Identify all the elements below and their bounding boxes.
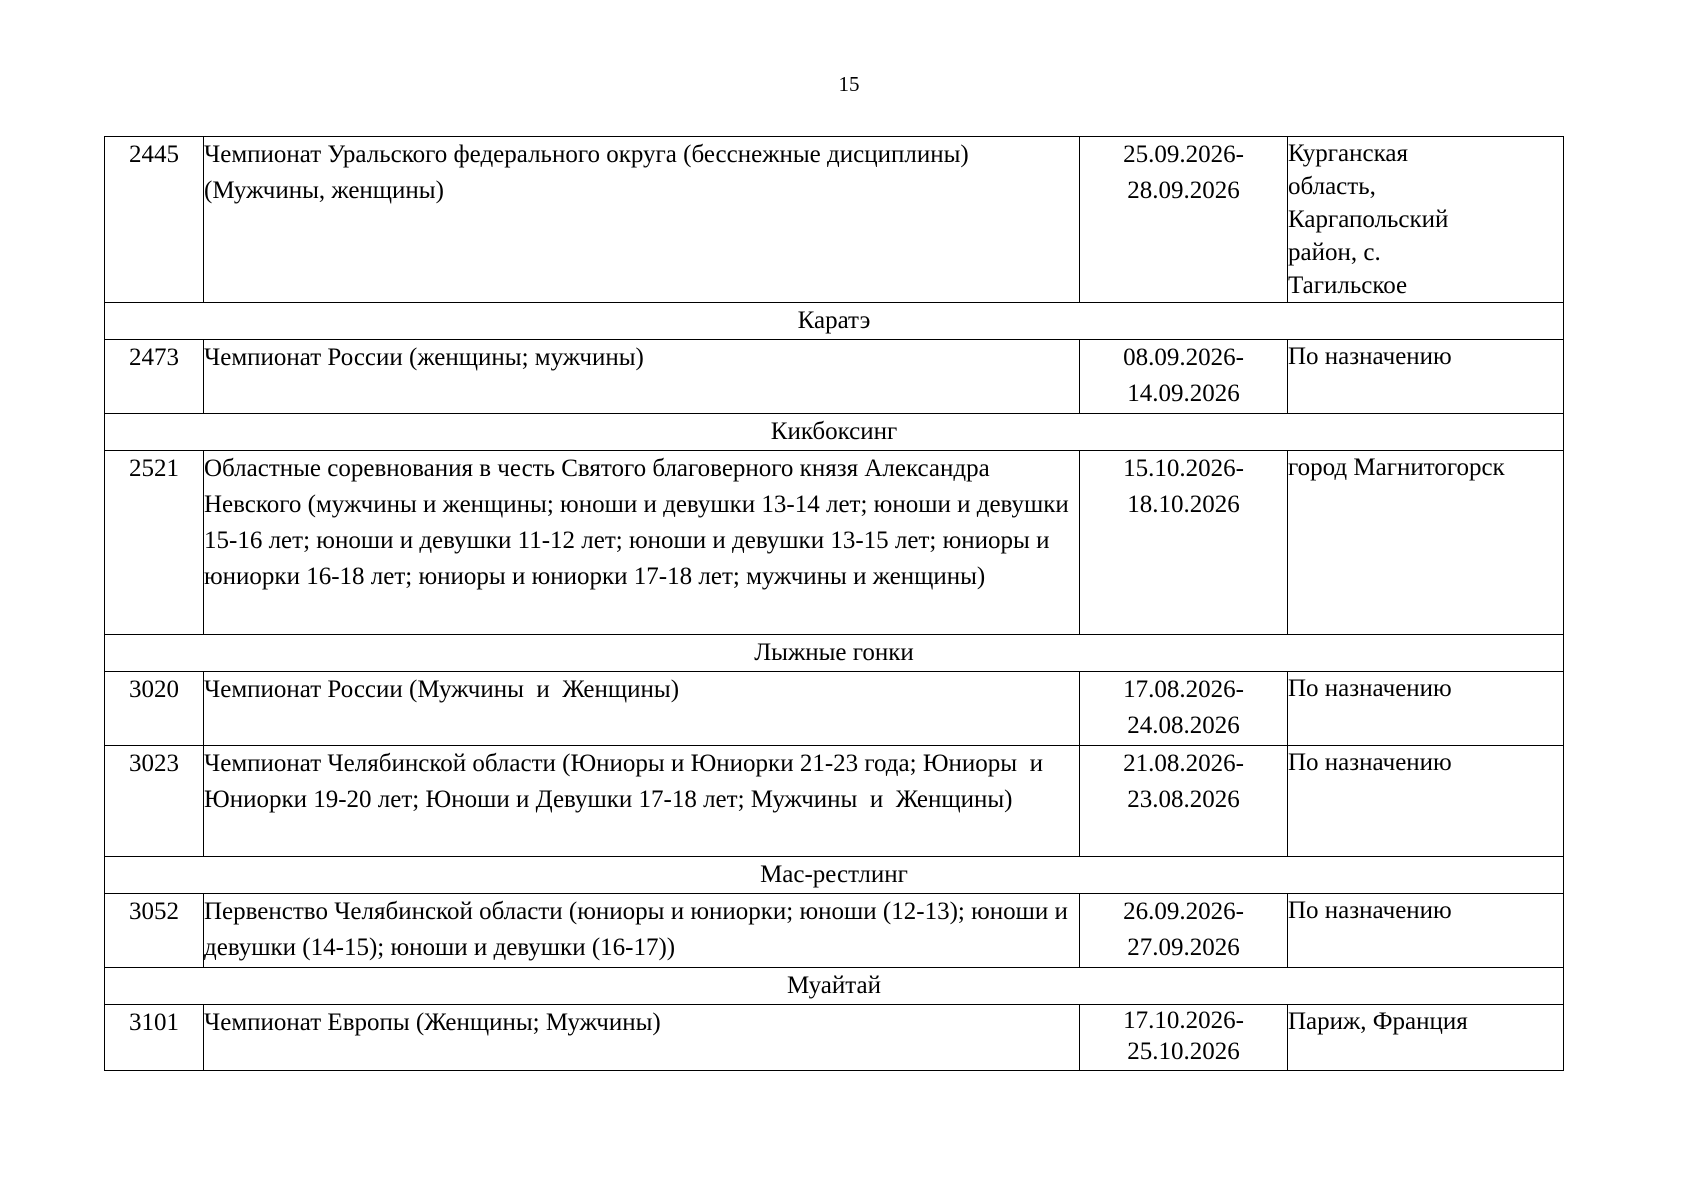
date-end: 25.10.2026 <box>1127 1038 1240 1065</box>
event-place: По назначению <box>1288 894 1564 968</box>
events-table <box>104 136 1564 1071</box>
date-end: 18.10.2026 <box>1127 491 1240 518</box>
event-number: 2473 <box>105 340 204 414</box>
event-place <box>1288 137 1564 303</box>
place-line: Курганская <box>1288 140 1408 167</box>
section-row <box>105 414 1564 451</box>
event-name: Чемпионат Европы (Женщины; Мужчины) <box>204 1005 1080 1071</box>
place-line: Тагильское <box>1288 272 1408 299</box>
event-number: 3101 <box>105 1005 204 1071</box>
table-row <box>105 451 1564 635</box>
section-title-ski-racing: Лыжные гонки <box>105 635 1564 672</box>
event-place: По назначению <box>1288 672 1564 746</box>
date-end: 14.09.2026 <box>1127 380 1240 407</box>
event-dates <box>1080 451 1288 635</box>
table-row <box>105 137 1564 303</box>
event-dates <box>1080 746 1288 857</box>
event-place: город Магнитогорск <box>1288 451 1564 635</box>
event-number: 2445 <box>105 137 204 303</box>
table-row <box>105 746 1564 857</box>
table-row <box>105 1005 1564 1071</box>
section-title-mas-wrestling: Мас-рестлинг <box>105 857 1564 894</box>
section-row <box>105 303 1564 340</box>
date-start: 08.09.2026- <box>1123 344 1244 371</box>
event-number: 2521 <box>105 451 204 635</box>
event-dates <box>1080 672 1288 746</box>
event-number: 3052 <box>105 894 204 968</box>
section-row <box>105 968 1564 1005</box>
section-title-karate: Каратэ <box>105 303 1564 340</box>
date-end: 27.09.2026 <box>1127 934 1240 961</box>
event-number: 3020 <box>105 672 204 746</box>
event-dates <box>1080 340 1288 414</box>
date-start: 17.08.2026- <box>1123 676 1244 703</box>
table-row <box>105 340 1564 414</box>
event-name: Чемпионат России (Мужчины и Женщины) <box>204 672 1080 746</box>
section-title-kickboxing: Кикбоксинг <box>105 414 1564 451</box>
event-name: Чемпионат Челябинской области (Юниоры и Юниорки 21-23 года; Юниоры и Юниорки 19-20 лет; Юноши и Девушки 17-18 лет; Мужчины и Женщины) <box>204 746 1080 857</box>
date-start: 21.08.2026- <box>1123 750 1244 777</box>
date-start: 17.10.2026- <box>1123 1007 1244 1034</box>
table-row <box>105 894 1564 968</box>
event-name: Областные соревнования в честь Святого благоверного князя Александра Невского (мужчины и женщины; юноши и девушки 13-14 лет; юноши и девушки 15-16 лет; юноши и девушки 11-12 лет; юноши и девушки 13-15 лет; юниоры и юниорки 16-18 лет; юниоры и юниорки 17-18 лет; мужчины и женщины) <box>204 451 1080 635</box>
event-number: 3023 <box>105 746 204 857</box>
event-dates <box>1080 1005 1288 1071</box>
page-number: 15 <box>838 72 860 96</box>
date-start: 26.09.2026- <box>1123 898 1244 925</box>
event-name: Чемпионат России (женщины; мужчины) <box>204 340 1080 414</box>
section-row <box>105 857 1564 894</box>
date-end: 28.09.2026 <box>1127 177 1240 204</box>
date-end: 23.08.2026 <box>1127 786 1240 813</box>
place-line: район, с. <box>1288 239 1381 266</box>
table-row <box>105 672 1564 746</box>
place-line: Каргапольский <box>1288 206 1449 233</box>
section-row <box>105 635 1564 672</box>
event-dates <box>1080 137 1288 303</box>
event-place: По назначению <box>1288 340 1564 414</box>
event-name: Чемпионат Уральского федерального округа (бесснежные дисциплины) (Мужчины, женщины) <box>204 137 1080 303</box>
event-place: По назначению <box>1288 746 1564 857</box>
event-place: Париж, Франция <box>1288 1005 1564 1071</box>
place-line: область, <box>1288 173 1376 200</box>
date-start: 25.09.2026- <box>1123 141 1244 168</box>
section-title-muay-thai: Муайтай <box>105 968 1564 1005</box>
event-dates <box>1080 894 1288 968</box>
date-start: 15.10.2026- <box>1123 455 1244 482</box>
event-name: Первенство Челябинской области (юниоры и юниорки; юноши (12-13); юноши и девушки (14-15); юноши и девушки (16-17)) <box>204 894 1080 968</box>
date-end: 24.08.2026 <box>1127 712 1240 739</box>
